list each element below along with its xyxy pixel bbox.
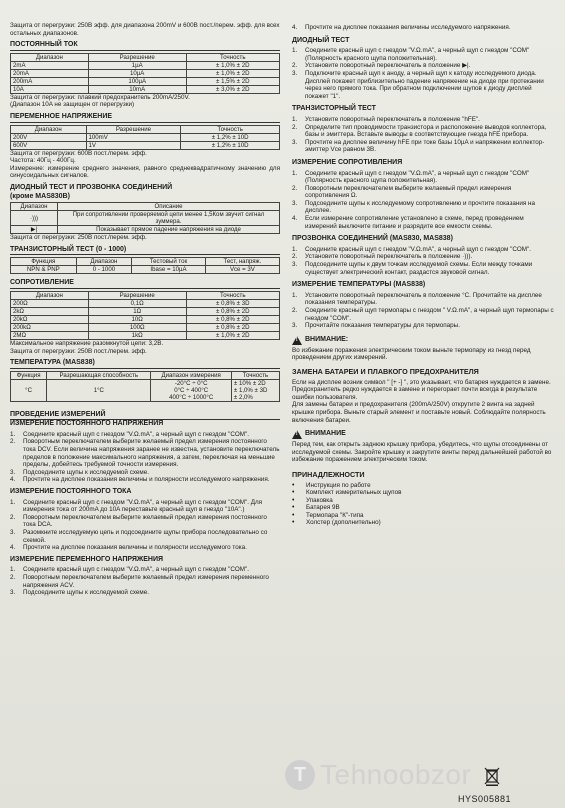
table-row: 200mA 100µA ± 1,5% ± 2D [11, 77, 280, 85]
buzzer-icon: ·))) [11, 211, 58, 226]
right-column [292, 24, 554, 527]
list-item: 4. Прочтите на дисплее показания величины исследуемого напряжения. [292, 24, 511, 31]
list-item: • Термопара "К"-типа [292, 511, 364, 519]
acv-procedure-heading: ИЗМЕРЕНИЕ ПЕРЕМЕННОГО НАПРЯЖЕНИЯ [10, 555, 164, 563]
table-row: 10A 10mA ± 3,0% ± 2D [11, 85, 280, 93]
serial-number: HYS005881 [458, 794, 512, 804]
table-header: Диапазон [11, 125, 87, 133]
list-item: 3. Подсоедините щупы к исследуемой схеме. [10, 468, 150, 476]
list-item: 4. Прочтите на дисплее показания величины и полярности исследуемого тока. [10, 544, 247, 552]
warning-text-2: Перед тем, как открыть заднюю крышку прибора, убедитесь, что щупы отсоединены от исследуемой схемы. Закройте крышку и закрутите винты перед дальнейшей работой во избежание поражением электрическим током. [292, 441, 552, 464]
warning-icon: ! [292, 336, 302, 345]
list-item: 4. Прочтите на дисплее показания величины и полярности исследуемого напряжения. [10, 476, 270, 484]
list-item: 1. Соедините красный щуп с гнездом "V.Ω.mA", а черный щуп с гнездом "COM". [10, 566, 249, 574]
dc-current-table [10, 53, 280, 94]
battery-text-2: Предохранитель редко нуждается в замене и перегорает почти всегда в результате ошибки пользователя. [292, 386, 538, 401]
list-item: 3. Прочтите на дисплее величину hFE при токе базы 10µA и напряжении коллектор-эмиттер Vce равном 3В. [292, 138, 545, 154]
list-item: • Комплект измерительных щупов [292, 489, 402, 497]
dc-current-note: Защита от перегрузки: плавкий предохранитель 200mA/250V. [10, 93, 190, 101]
list-item: 3. Разомкните исследуемую цепь и подсоедините щупы прибора последовательно со схемой. [10, 529, 268, 544]
dc-current-note-2: (Диапазон 10A не защищен от перегрузки) [10, 101, 135, 109]
ac-voltage-heading: ПЕРЕМЕННОЕ НАПРЯЖЕНИЕ [10, 113, 280, 123]
transistor-test-heading: ТРАНЗИСТОРНЫЙ ТЕСТ (0 - 1000) [10, 246, 280, 256]
list-item: 2. Поворотным переключателем выберите желаемый предел измерения постоянного тока DCA. [10, 513, 267, 529]
list-item: 2. Установите поворотный переключатель в положение ▶|. [292, 62, 471, 70]
transistor-test-list [292, 116, 554, 154]
table-header: Разрешение [88, 53, 186, 61]
continuity-heading: ПРОЗВОНКА СОЕДИНЕНИЙ (MAS830, MAS838) [292, 235, 453, 243]
table-header: Диапазон [11, 291, 89, 299]
diode-test-list [292, 47, 554, 100]
table-header: Функция [11, 258, 77, 266]
table-header: Разрешение [86, 125, 181, 133]
list-item: 1. Соедините красный щуп с гнездом "V.Ω.mA", а черный щуп с гнездом "COM" (Полярность красного щупа положительная). [292, 169, 530, 185]
table-row: 2mA 1µA ± 1,0% ± 2D [11, 61, 280, 69]
overload-protection-text: Защита от перегрузки: 250В эфф. для диапазона 200mV и 600В пост./перем. эфф. для всех остальных диапазонов. [10, 22, 280, 37]
warning-icon: ! [292, 430, 302, 439]
list-item: 1. Установите поворотный переключатель в положение °C. Прочитайте на дисплее показания температуры. [292, 291, 542, 307]
list-item: 1. Соедините красный щуп с гнездом "V.Ω.mA", а черный щуп с гнездом "COM" (Полярность красного щупа положительная). [292, 47, 530, 62]
table-header: Разрешение [88, 291, 186, 299]
crossed-out-bin-icon [484, 766, 500, 786]
table-header: Функция [11, 371, 47, 379]
ac-voltage-table [10, 125, 280, 150]
diode-test-heading: ДИОДНЫЙ ТЕСТ И ПРОЗВОНКА СОЕДИНЕНИЙ (кроме MAS830B) [10, 183, 173, 200]
table-header: Описание [58, 203, 280, 211]
resistance-note-2: Защита от перегрузки: 250В пост./перем. эфф. [10, 347, 147, 355]
dcv-procedure-heading: ИЗМЕРЕНИЕ ПОСТОЯННОГО НАПРЯЖЕНИЯ [10, 420, 164, 428]
table-header: Точность [186, 291, 279, 299]
dca-procedure-heading: ИЗМЕРЕНИЕ ПОСТОЯННОГО ТОКА [10, 488, 132, 496]
transistor-test-procedure-heading: ТРАНЗИСТОРНЫЙ ТЕСТ [292, 105, 376, 113]
list-item: • Упаковка [292, 496, 333, 504]
table-header: Тестовый ток [132, 258, 206, 266]
resistance-table [10, 291, 280, 340]
table-row: 2MΩ 1kΩ ± 1,0% ± 2D [11, 331, 280, 339]
table-row: 20kΩ 10Ω ± 0,8% ± 2D [11, 315, 280, 323]
diode-test-table [10, 202, 280, 234]
ac-voltage-note-3: Измерение: измерение среднего значения, равного среднеквадратичному значению для синусоидальных сигналов. [10, 164, 280, 180]
list-item: 2. Установите поворотный переключатель в положение ·))). [292, 253, 473, 261]
table-header: Точность [181, 125, 280, 133]
list-item: 4. Если измерение сопротивление установлено в схеме, перед проведением измерений выключите питание и разрядите все емкости схемы. [292, 215, 524, 230]
temperature-heading: ТЕМПЕРАТУРА (MAS838) [10, 359, 280, 369]
list-item: 2. Определите тип проводимости транзистора и расположение выводов коллектора, базы и эмиттера. Вставьте выводы в соответствующие гнезда hFE прибора. [292, 123, 547, 139]
diode-test-procedure-heading: ДИОДНЫЙ ТЕСТ [292, 36, 350, 44]
dca-procedure-list [10, 499, 280, 552]
dc-current-heading: ПОСТОЯННЫЙ ТОК [10, 41, 280, 51]
list-item: 1. Соедините красный щуп с гнездом "V.Ω.mA", а черный щуп с гнездом "COM". Для измерения тока от 200mA до 10A переставьте красный щуп в гнездо "10A".) [10, 498, 263, 514]
watermark [285, 755, 555, 795]
ac-voltage-note-2: Частота: 40Гц - 400Гц. [10, 157, 76, 165]
dcv-procedure-list [10, 431, 280, 484]
resistance-measure-heading: ИЗМЕРЕНИЕ СОПРОТИВЛЕНИЯ [292, 158, 403, 166]
transistor-table [10, 257, 280, 274]
procedures-heading: ПРОВЕДЕНИЕ ИЗМЕРЕНИЙ [10, 411, 280, 421]
watermark-text: Tehnoobzor [320, 759, 472, 790]
temperature-measure-list [292, 292, 554, 330]
acv-procedure-continued [292, 24, 554, 32]
table-row: 200kΩ 100Ω ± 0,8% ± 2D [11, 323, 280, 331]
table-row: ·))) При сопротивлении проверяемой цепи менее 1,5Ком звучит сигнал зуммера. [11, 211, 280, 226]
warning-text: Во избежание поражения электрическим током выньте термопару из гнезд перед проведением других измерений. [292, 346, 531, 362]
resistance-measure-list [292, 170, 554, 231]
table-header: Диапазон измерения [151, 371, 231, 379]
temperature-table [10, 371, 280, 402]
list-item: 3. Подсоедините щупы к исследуемой схеме. [10, 589, 150, 597]
table-row: NPN & PNP 0 - 1000 Ibase = 10µA Vce = 3V [11, 266, 280, 274]
list-item: 3. Подключите красный щуп к аноду, а черный щуп к катоду исследуемого диода. Дисплей покажет приблизительно падение напряжение на диоде при протекании через него прямого тока. При обратном подключении щупов к диоду дисплей покажет "1". [292, 69, 544, 100]
battery-text-1: Если на дисплее возник символ " [+ -] ", это указывает, что батарея нуждается в замене. [292, 378, 551, 386]
table-row: 2kΩ 1Ω ± 0,8% ± 2D [11, 307, 280, 315]
resistance-note-1: Максимальное напряжение разомкнутой цепи: 3,2В. [10, 339, 164, 347]
table-row: °C 1°C -20°C ÷ 0°C 0°C ÷ 400°C 400°C ÷ 1000°C ± 10% ± 2D ± 1,0% ± 3D ± 2,0% [11, 379, 280, 401]
table-row: ▶| Показывает прямое падение напряжения на диоде [11, 226, 280, 234]
watermark-logo: T [285, 760, 315, 790]
list-item: 1. Установите поворотный переключатель в положение "hFE". [292, 115, 480, 123]
table-row: 200Ω 0,1Ω ± 0,8% ± 3D [11, 299, 280, 307]
table-header: Точность [231, 371, 279, 379]
table-header: Точность [186, 53, 279, 61]
accessories-heading: ПРИНАДЛЕЖНОСТИ [292, 469, 365, 479]
diode-icon: ▶| [11, 226, 58, 234]
battery-text-3: Для замены батареи и предохранителя (200mA/250V) открутите 2 винта на задней крышке прибора. Выньте старый элемент и поставьте новый. Соблюдайте полярность включения батареи. [292, 401, 546, 424]
diode-note: Защита от перегрузки: 250В пост./перем. эфф. [10, 234, 147, 242]
list-item: 3. Подсоедините щупы к двум точкам исследуемой схемы. Если между точками существует электрический контакт, раздастся звуковой сигнал. [292, 261, 533, 276]
table-header: Тест, напряж. [205, 258, 279, 266]
table-row: 200V 100mV ± 1,2% ± 10D [11, 133, 280, 141]
list-item: 3. Подсоедините щупы к исследуемому сопротивлению и прочтите показания на дисплее. [292, 199, 536, 215]
list-item: • Инструкция по работе [292, 481, 371, 489]
acv-procedure-list [10, 566, 280, 596]
battery-fuse-heading: ЗАМЕНА БАТАРЕИ И ПЛАВКОГО ПРЕДОХРАНИТЕЛЯ [292, 366, 479, 376]
temperature-measure-heading: ИЗМЕРЕНИЕ ТЕМПЕРАТУРЫ (MAS838) [292, 281, 426, 289]
list-item: 2. Соедините красный щуп термопары с гнездом " V.Ω.mA", а черный щуп термопары с гнездом "COM". [292, 307, 554, 322]
list-item: 2. Поворотным переключателем выберите желаемый предел измерения переменного напряжения ACV. [10, 573, 269, 589]
continuity-list [292, 246, 554, 276]
table-header: Разрешающая способность [47, 371, 151, 379]
table-header: Диапазон [11, 203, 58, 211]
list-item: • Батарея 9В [292, 504, 340, 512]
warning-heading-2: ! ВНИМАНИЕ [292, 430, 554, 439]
ac-voltage-note-1: Защита от перегрузки: 600В пост./перем. эфф. [10, 149, 147, 157]
left-column [10, 22, 280, 597]
warning-heading: ! ВНИМАНИЕ: [292, 336, 554, 345]
list-item: 1. Соедините красный щуп с гнездом "V.Ω.mA", а черный щуп с гнездом "COM". [10, 430, 249, 438]
table-row: 20mA 10µA ± 1,0% ± 2D [11, 69, 280, 77]
list-item: 2. Поворотным переключателем выберите желаемый предел измерения постоянного тока DCV. Если величина напряжения заранее не известна, установите переключатель пределов в положение максимального напряжения, а затем, переключая на меньшие пределы, добейтесь требуемой точности измерения. [10, 438, 280, 469]
table-row: 600V 1V ± 1,2% ± 10D [11, 141, 280, 149]
list-item: 1. Соедините красный щуп с гнездом "V.Ω.mA", а черный щуп с гнездом "COM". [292, 245, 531, 253]
list-item: 2. Поворотным переключателем выберите желаемый предел измерения сопротивления Ω. [292, 184, 512, 200]
resistance-heading: СОПРОТИВЛЕНИЕ [10, 279, 280, 289]
list-item: 3. Прочитайте показания температуры для термопары. [292, 322, 460, 330]
list-item: • Холстер (дополнительно) [292, 519, 381, 527]
accessories-list [292, 482, 554, 528]
table-header: Диапазон [76, 258, 132, 266]
table-header: Диапазон [11, 53, 89, 61]
